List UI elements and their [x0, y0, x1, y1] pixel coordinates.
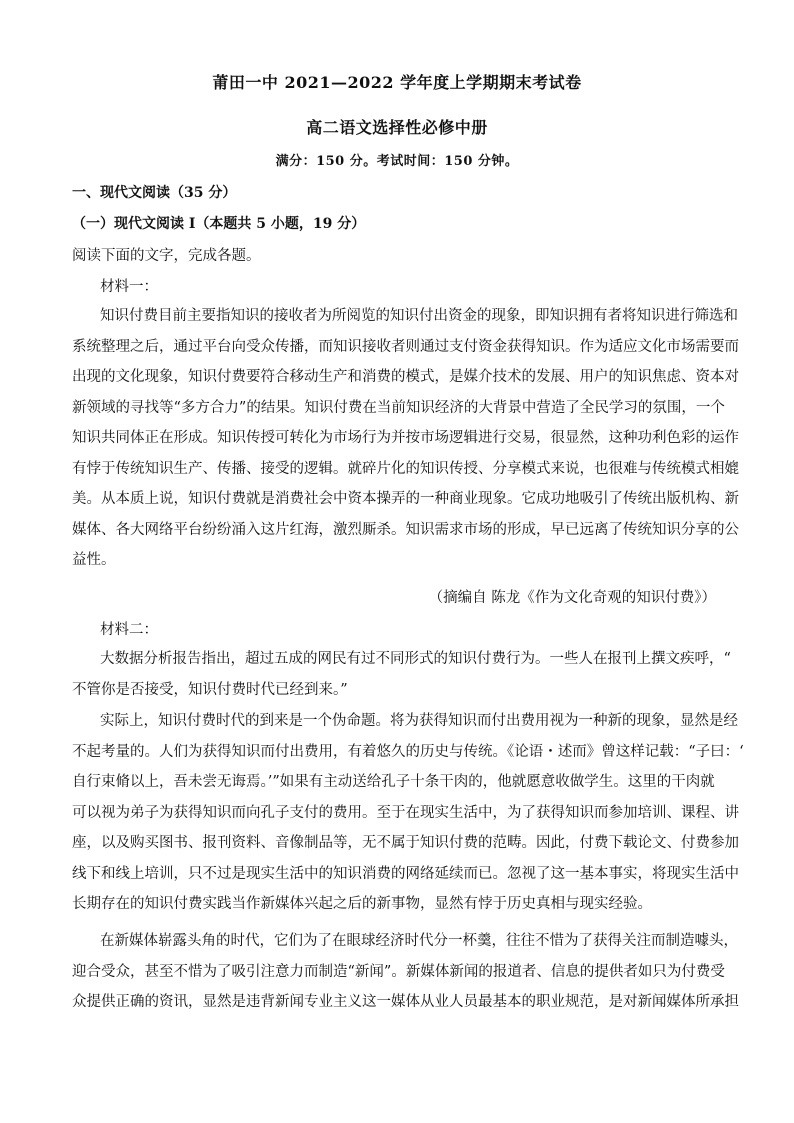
text-line: 知识付费目前主要指知识的接收者为所阅览的知识付出资金的现象，即知识拥有者将知识进行筛选和 [100, 308, 738, 324]
subsection-heading: （一）现代文阅读 I（本题共 5 小题，19 分） [72, 216, 366, 232]
text-line: 在新媒体崭露头角的时代，它们为了在眼球经济时代分一杯羹，往往不惜为了获得关注而制造噱头， [100, 933, 738, 949]
text-line: 座，以及购买图书、报刊资料、音像制品等，无不属于知识付费的范畴。因此，付费下载论文、付费参加 [72, 835, 739, 851]
text-line: 美。从本质上说，知识付费就是消费社会中资本操弄的一种商业现象。它成功地吸引了传统出版机构、新 [72, 491, 739, 507]
text-line: 大数据分析报告指出，超过五成的网民有过不同形式的知识付费行为。一些人在报刊上撰文疾呼，“ [100, 651, 731, 667]
text-line: 不起考量的。人们为获得知识而付出费用，有着悠久的历史与传统。《论语・述而》曾这样记载：“子曰：‘ [72, 743, 744, 760]
text-line: 新领域的寻找等“多方合力”的结果。知识付费在当前知识经济的大背景中营造了全民学习的氛围，一个 [72, 399, 725, 416]
text-line: 众提供正确的资讯，显然是违背新闻专业主义这一媒体从业人员最基本的职业规范，是对新闻媒体所承担 [72, 994, 739, 1010]
text-line: 益性。 [72, 552, 116, 568]
text-line: 长期存在的知识付费实践当作新媒体兴起之后的新事物，显然有悖于历史真相与现实经验。 [72, 896, 652, 912]
material1-label: 材料一： [100, 279, 158, 295]
text-line: 自行束脩以上，吾未尝无诲焉。’”如果有主动送给孔子十条干肉的，他就愿意收做学生。这里的干肉就 [72, 774, 715, 790]
material1-source: （摘编自 陈龙《作为文化奇观的知识付费》） [428, 590, 716, 606]
material2-paragraph-1 [72, 644, 731, 705]
material2-paragraph-3 [72, 926, 739, 1018]
instruction-text: 阅读下面的文字，完成各题。 [72, 248, 261, 264]
material1-paragraph [72, 301, 739, 576]
text-line: 媒体、各大网络平台纷纷涌入这片红海，激烈厮杀。知识需求市场的形成，早已远离了传统知识分享的公 [72, 521, 739, 538]
section-heading: 一、现代文阅读（35 分） [72, 185, 237, 201]
text-line: 迎合受众，甚至不惜为了吸引注意力而制造“新闻”。新媒体新闻的报道者、信息的提供者如只为付费受 [72, 963, 725, 980]
text-line: 出现的文化现象，知识付费要符合移动生产和消费的模式，是媒介技术的发展、用户的知识焦虑、资本对 [72, 369, 739, 385]
text-line: 有悖于传统知识生产、传播、接受的逻辑。就碎片化的知识传授、分享模式来说，也很难与传统模式相媲 [72, 460, 739, 477]
text-line: 系统整理之后，通过平台向受众传播，而知识接收者则通过支付资金获得知识。作为适应文化市场需要而 [72, 338, 739, 355]
text-line: 实际上，知识付费时代的到来是一个伪命题。将为获得知识而付出费用视为一种新的现象，显然是经 [100, 713, 738, 729]
material2-paragraph-2 [72, 706, 744, 920]
exam-info: 满分：150 分。考试时间：150 分钟。 [275, 154, 519, 169]
exam-subtitle: 高二语文选择性必修中册 [306, 118, 488, 137]
text-line: 知识共同体正在形成。知识传授可转化为市场行为并按市场逻辑进行交易，很显然，这种功利色彩的运作 [72, 430, 739, 446]
exam-title: 莆田一中 2021—2022 学年度上学期期末考试卷 [212, 73, 582, 92]
text-line: 不管你是否接受，知识付费时代已经到来。” [72, 681, 348, 698]
material2-label: 材料二： [100, 622, 158, 638]
text-line: 线下和线上培训，只不过是现实生活中的知识消费的网络延续而已。忽视了这一基本事实，将现实生活中 [72, 865, 739, 882]
text-line: 可以视为弟子为获得知识而向孔子支付的费用。至于在现实生活中，为了获得知识而参加培训、课程、讲 [72, 804, 739, 821]
